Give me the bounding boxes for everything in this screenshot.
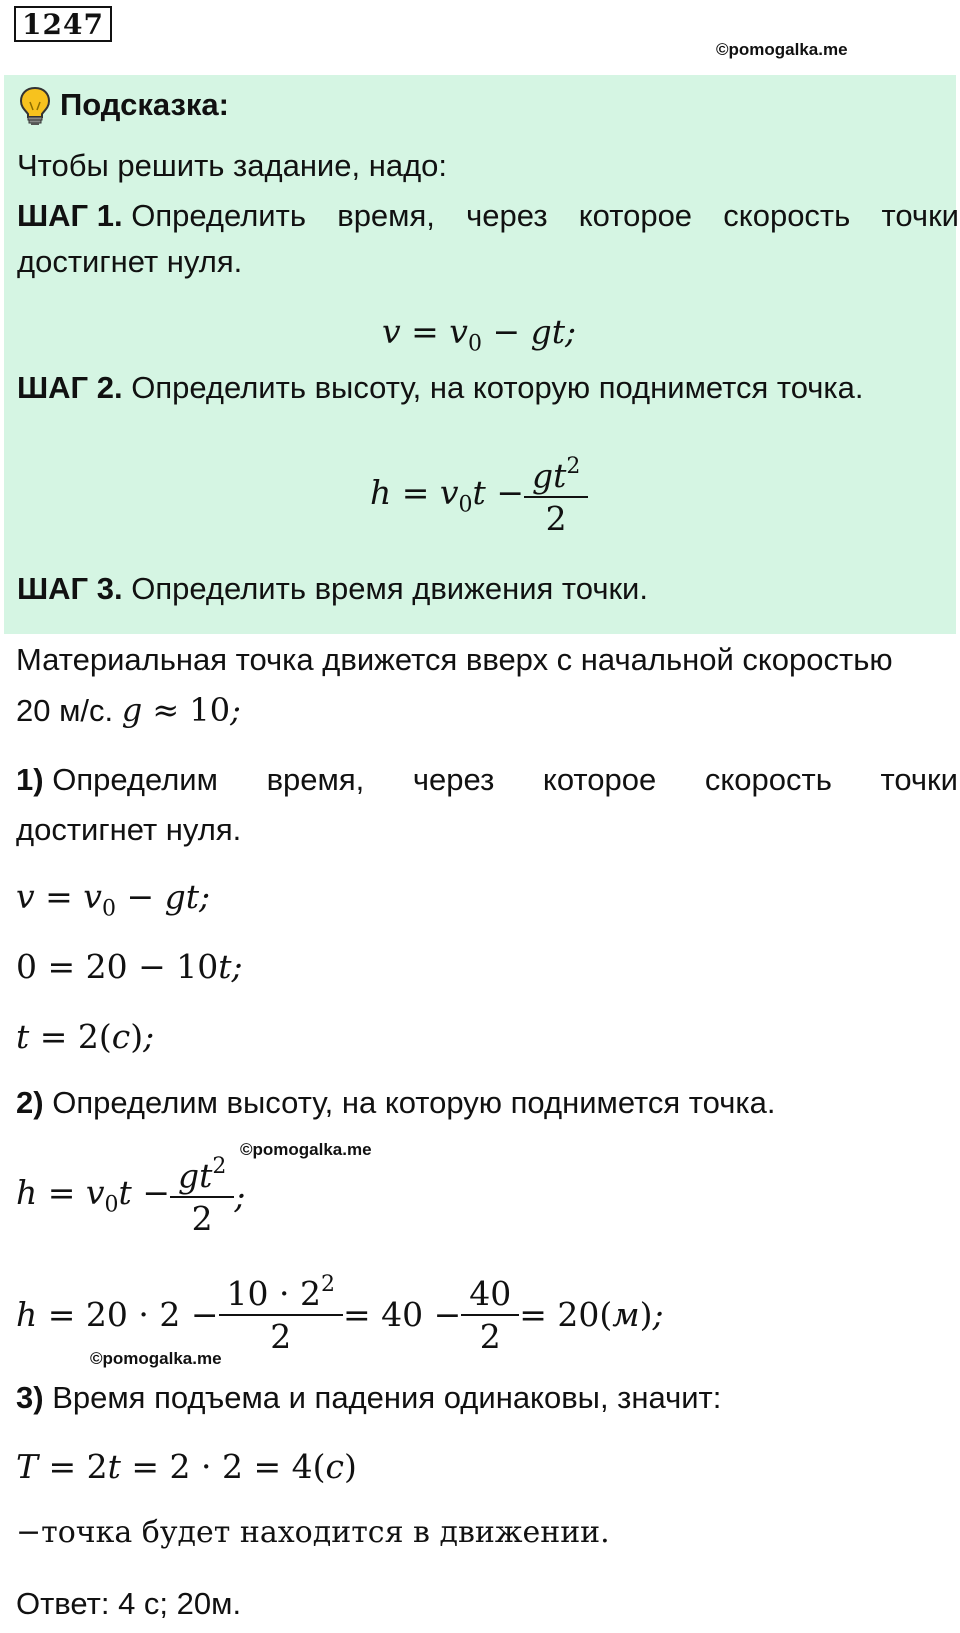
watermark-mid: ©pomogalka.me [240,1140,372,1159]
watermark-top: ©pomogalka.me [716,40,848,59]
eq-height-values: h = 20 · 2 − $\frac{10 \cdot 2^2}{2}$ = 40 − $\frac{40}{2}$ = 20( м ) ; [16,1272,664,1356]
part1-line [16,764,958,795]
hint-step2: ШАГ 2. Определить высоту, на которую поднимется точка. [17,370,864,405]
problem-number: 1247 [14,6,112,42]
part1-word: которое [542,762,657,797]
step1-word: Определить [131,198,306,233]
formula-velocity: $v = v_0$ − gt; [382,312,577,357]
part1-word: Определим [52,762,218,797]
step1-label: ШАГ 1. [17,198,123,233]
formula-height: $h = v_0t$ − $\frac{gt^2}{2}$ [370,458,588,535]
hint-step1-line [17,200,959,231]
step1-word: которое [578,198,693,233]
given-line2: 20 м/с. g ≈ 10; [16,691,241,729]
given-line1: Материальная точка движется вверх с начальной скоростью [16,642,893,677]
conclusion: −точка будет находится в движении. [16,1515,610,1550]
hint-step1-cont: достигнет нуля. [17,244,243,279]
part2-label: 2) [16,1085,44,1120]
hint-step3: ШАГ 3. Определить время движения точки. [17,571,648,606]
answer: Ответ: 4 с; 20м. [16,1586,242,1621]
eq-total-time: T = 2t = 2 · 2 = 4(c) [16,1447,357,1486]
part1-word: через [412,762,495,797]
step1-word: через [466,198,548,233]
part1-label: 1) [16,762,44,797]
watermark-low: ©pomogalka.me [90,1349,222,1368]
eq-zero: 0 = 20 − 10t; [16,947,243,986]
step1-word: время, [337,198,435,233]
step1-word: скорость [723,198,851,233]
step1-word: точки [881,198,959,233]
step2-label: ШАГ 2. [17,370,123,405]
step3-label: ШАГ 3. [17,571,123,606]
part1-word: время, [266,762,365,797]
part1-cont: достигнет нуля. [16,812,242,847]
part2-line: 2) Определим высоту, на которую поднимется точка. [16,1085,776,1120]
hint-intro: Чтобы решить задание, надо: [17,148,448,183]
lightbulb-icon [18,86,52,126]
part1-word: скорость [704,762,832,797]
hint-title: Подсказка: [60,87,229,122]
part3-line: 3) Время подъема и падения одинаковы, значит: [16,1380,722,1415]
part1-word: точки [880,762,958,797]
eq-time: t = 2(c); [16,1017,155,1056]
eq-height: $h = v_0t$ − $\frac{gt^2}{2}$ ; [16,1154,246,1238]
part3-label: 3) [16,1380,44,1415]
eq-velocity: $v = v_0$ − gt; [16,877,211,922]
